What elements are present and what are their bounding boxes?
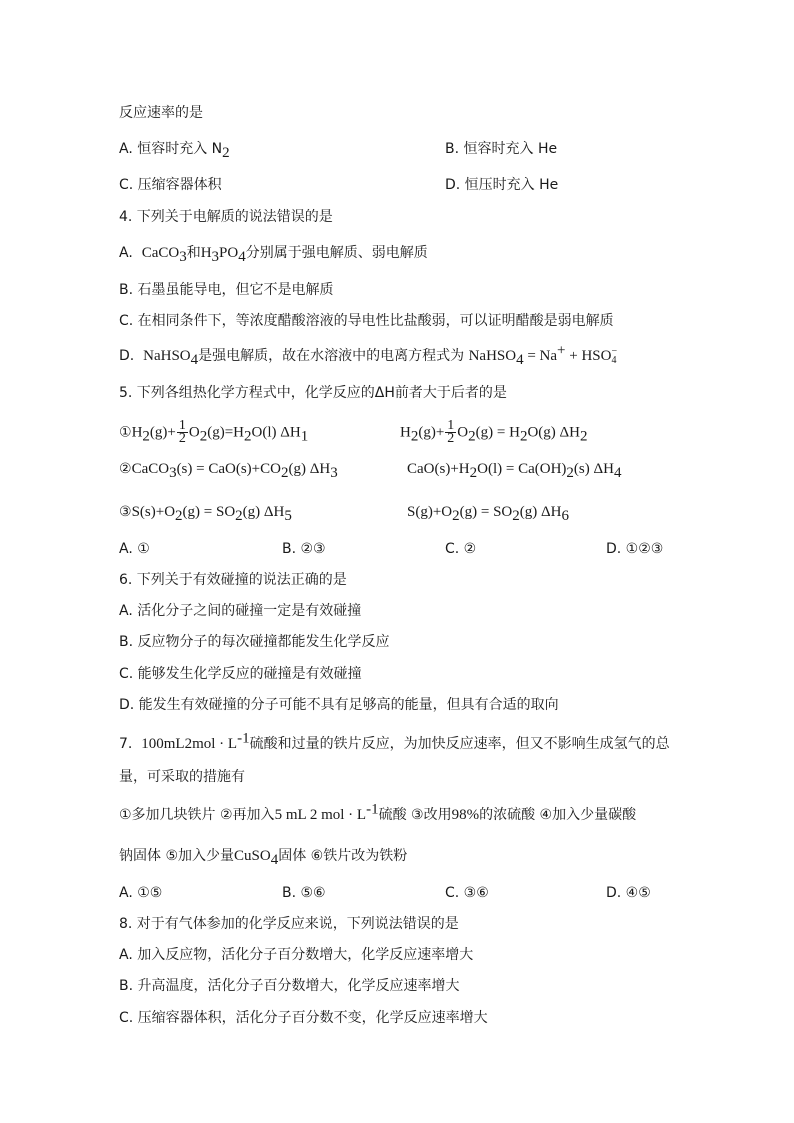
q6-stem: 6. 下列关于有效碰撞的说法正确的是 <box>119 572 347 588</box>
q6-option-c: C. 能够发生化学反应的碰撞是有效碰撞 <box>119 666 362 682</box>
q5-eq-2a: ②CaCO$_3$(s) = $CaO(s)+CO_2(g)$ $\Delta H_3$ <box>119 461 338 481</box>
q5-eq-2b: $CaO(s)+H_2O(l) = Ca(OH)_2(s)$ $\Delta H_4$ <box>407 461 622 481</box>
q7-option-c: C. ③⑥ <box>445 885 489 901</box>
q4-stem: 4. 下列关于电解质的说法错误的是 <box>119 209 333 225</box>
q7-stem-line2: 量，可采取的措施有 <box>119 769 245 785</box>
q5-option-d: D. ①②③ <box>606 541 664 557</box>
q5-eq-1b: $H_2(g)+$ $\frac{1}{2}$ $O_2(g) = H_2O(g)$ $\Delta H_2$ <box>400 418 588 446</box>
q7-option-a: A. ①⑤ <box>119 885 163 901</box>
q5-option-c: C. ② <box>445 541 477 557</box>
q7-measures-line1: ①多加几块铁片 ②再加入5 mL 2 mol · $L^{-1}$硫酸 ③改用98%的浓硫酸 ④加入少量碳酸 <box>119 801 637 823</box>
q7-option-d: D. ④⑤ <box>606 885 651 901</box>
q3-option-b: B. 恒容时充入 He <box>445 141 558 157</box>
q8-option-c: C. 压缩容器体积，活化分子百分数不变，化学反应速率增大 <box>119 1010 488 1026</box>
q5-eq-3b: $S(g)+O_2(g) = SO_2(g)$ $\Delta H_6$ <box>407 504 569 524</box>
q6-option-a: A. 活化分子之间的碰撞一定是有效碰撞 <box>119 603 362 619</box>
q4-option-a: A. CaCO$_3$和$H_3PO_4$分别属于强电解质、弱电解质 <box>119 245 428 265</box>
q4-option-b: B. 石墨虽能导电，但它不是电解质 <box>119 282 334 298</box>
q5-stem: 5. 下列各组热化学方程式中，化学反应的ΔH前者大于后者的是 <box>119 385 507 401</box>
q7-option-b: B. ⑤⑥ <box>282 885 326 901</box>
q7-measures-line2: 钠固体 ⑤加入少量CuSO$_4$固体 ⑥铁片改为铁粉 <box>119 848 408 868</box>
q7-stem: 7. $100mL2mol \cdot L^{-1}$硫酸和过量的铁片反应，为加快反应速率，但又不影响生成氢气的总 <box>119 730 670 752</box>
q5-eq-3a: $③S(s)+O_2(g) = SO_2(g)$ $\Delta H_5$ <box>119 504 292 524</box>
q4-option-d: D. NaHSO$_4$是强电解质，故在水溶液中的电离方程式为 NaHSO$_4$ = Na+ + HSO − 4 <box>119 342 618 368</box>
q3-option-a: A. 恒容时充入 $N_2$ <box>119 141 230 161</box>
q5-option-b: B. ②③ <box>282 541 326 557</box>
q3-option-d: D. 恒压时充入 He <box>445 177 559 193</box>
q4-option-c: C. 在相同条件下，等浓度醋酸溶液的导电性比盐酸弱，可以证明醋酸是弱电解质 <box>119 313 614 329</box>
q3-option-c: C. 压缩容器体积 <box>119 177 222 193</box>
q8-stem: 8. 对于有气体参加的化学反应来说，下列说法错误的是 <box>119 916 459 932</box>
q5-option-a: A. ① <box>119 541 150 557</box>
q8-option-a: A. 加入反应物，活化分子百分数增大，化学反应速率增大 <box>119 947 474 963</box>
q6-option-d: D. 能发生有效碰撞的分子可能不具有足够高的能量，但具有合适的取向 <box>119 697 559 713</box>
q8-option-b: B. 升高温度，活化分子百分数增大，化学反应速率增大 <box>119 978 460 994</box>
q5-eq-1a: $①H_2(g)+$ $\frac{1}{2}$ $O_2(g)=H_2O(l)$ $\Delta H_1$ <box>119 418 309 446</box>
q6-option-b: B. 反应物分子的每次碰撞都能发生化学反应 <box>119 634 390 650</box>
q3-stem-continuation: 反应速率的是 <box>119 105 203 121</box>
